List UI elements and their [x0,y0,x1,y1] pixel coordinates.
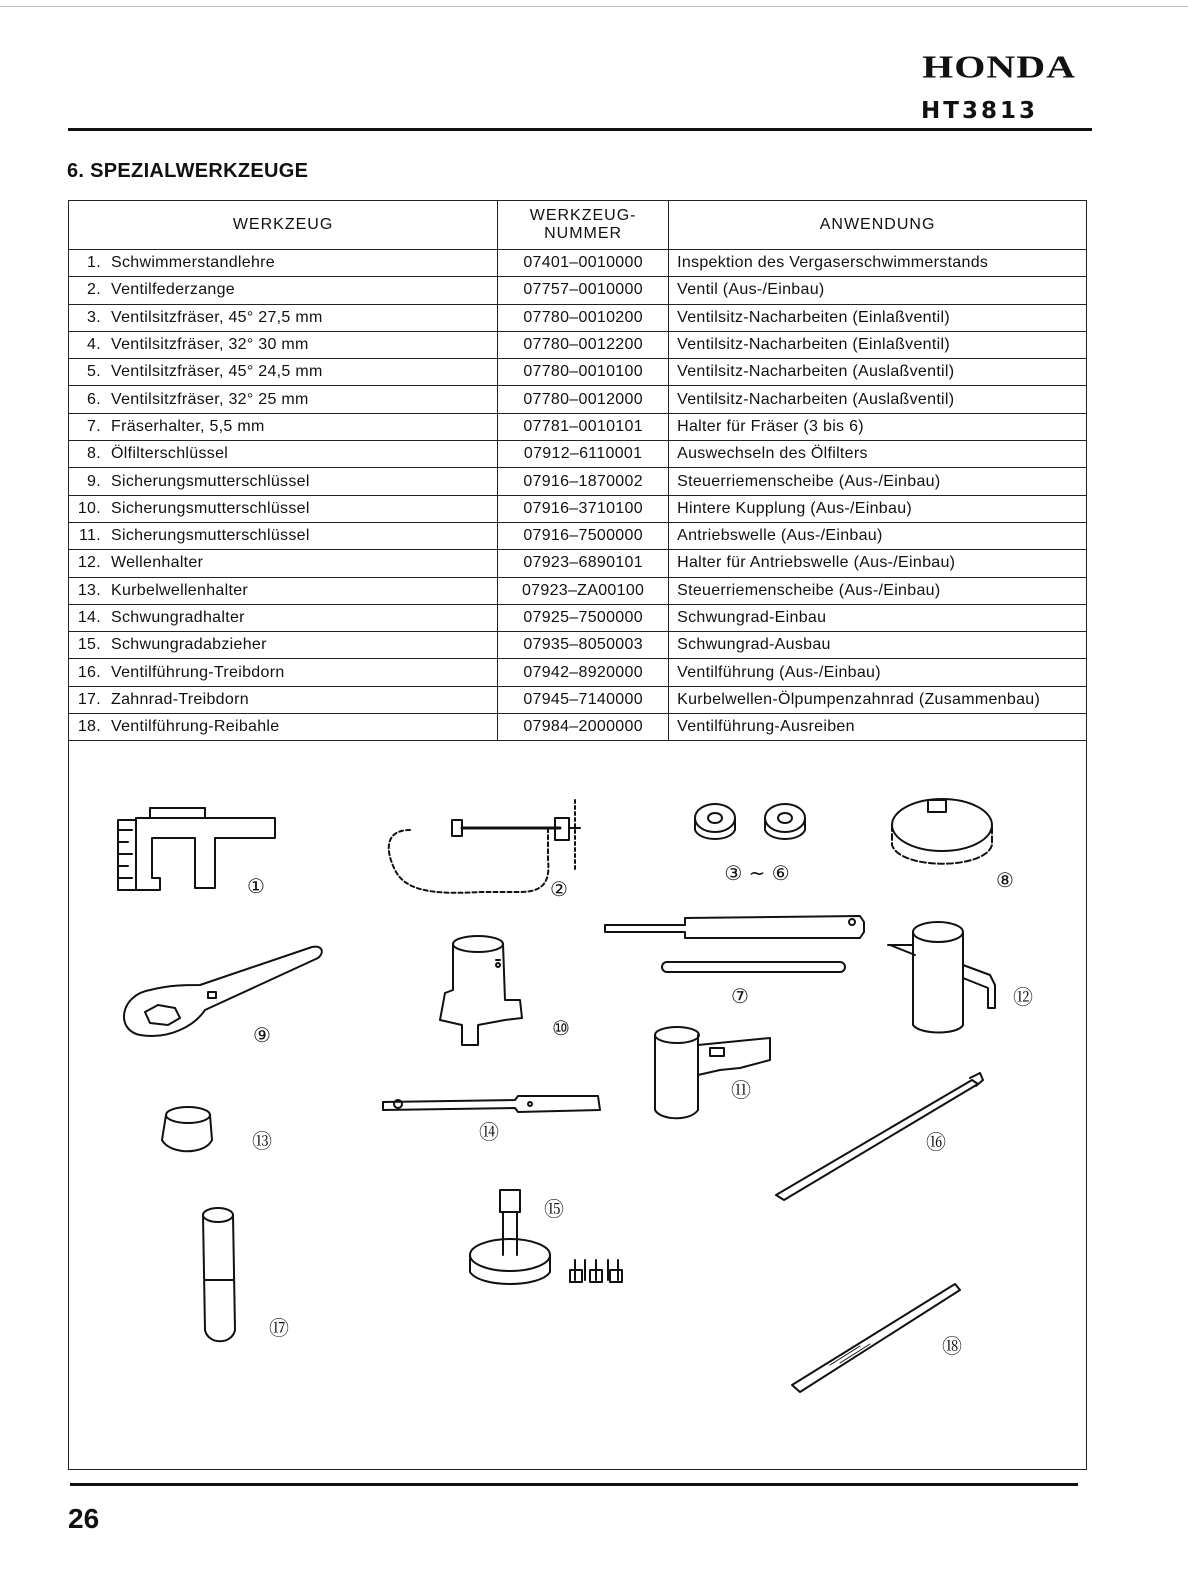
row-number: 12. [69,550,106,577]
tool-name: Ventilführung-Treibdorn [105,659,498,686]
tool-name: Fräserhalter, 5,5 mm [105,413,498,440]
tool-use: Ventilsitz-Nacharbeiten (Einlaßventil) [669,331,1087,358]
callout-14: ⑭ [479,1120,499,1144]
tool-use: Steuerriemenscheibe (Aus-/Einbau) [669,577,1087,604]
row-number: 1. [69,250,106,277]
lock-nut-wrench-9-drawing [124,947,322,1036]
callout-3-6: ③ ~ ⑥ [724,861,790,885]
tool-name: Sicherungsmutterschlüssel [105,522,498,549]
tool-use: Ventilsitz-Nacharbeiten (Einlaßventil) [669,304,1087,331]
callout-12: ⑫ [1013,985,1033,1009]
row-number: 6. [69,386,106,413]
row-number: 7. [69,413,106,440]
part-number: 07757–0010000 [498,277,669,304]
row-number: 13. [69,577,106,604]
tool-use: Ventilsitz-Nacharbeiten (Auslaßventil) [669,359,1087,386]
callout-7: ⑦ [731,984,749,1008]
row-number: 9. [69,468,106,495]
part-number: 07780–0010200 [498,304,669,331]
row-number: 14. [69,604,106,631]
tool-use: Ventilführung (Aus-/Einbau) [669,659,1087,686]
tool-name: Kurbelwellenhalter [105,577,498,604]
tool-name: Ventilsitzfräser, 32° 30 mm [105,331,498,358]
part-number: 07984–2000000 [498,714,669,741]
part-number: 07912–6110001 [498,441,669,468]
part-number: 07923–6890101 [498,550,669,577]
header-use: ANWENDUNG [669,201,1087,250]
part-number: 07935–8050003 [498,632,669,659]
tool-use: Inspektion des Vergaserschwimmerstands [669,250,1087,277]
footer-rule [70,1483,1078,1486]
row-number: 3. [69,304,106,331]
part-number: 07945–7140000 [498,686,669,713]
part-number: 07942–8920000 [498,659,669,686]
part-number: 07780–0012200 [498,331,669,358]
part-number: 07925–7500000 [498,604,669,631]
cutter-holder-drawing [605,916,864,972]
part-number: 07916–3710100 [498,495,669,522]
crankshaft-holder-drawing [162,1107,212,1151]
part-number: 07780–0012000 [498,386,669,413]
tool-name: Ventilfederzange [105,277,498,304]
tool-name: Wellenhalter [105,550,498,577]
tool-use: Halter für Antriebswelle (Aus-/Einbau) [669,550,1087,577]
model-number: HT3813 [921,98,1038,124]
row-number: 17. [69,686,106,713]
row-number: 5. [69,359,106,386]
tool-use: Auswechseln des Ölfilters [669,441,1087,468]
row-number: 11. [69,522,106,549]
part-number: 07916–1870002 [498,468,669,495]
tool-use: Antriebswelle (Aus-/Einbau) [669,522,1087,549]
part-number: 07916–7500000 [498,522,669,549]
row-number: 16. [69,659,106,686]
tool-name: Ventilsitzfräser, 32° 25 mm [105,386,498,413]
tool-use: Hintere Kupplung (Aus-/Einbau) [669,495,1087,522]
tool-name: Ventilsitzfräser, 45° 24,5 mm [105,359,498,386]
lock-nut-wrench-10-drawing [440,936,522,1045]
lock-nut-wrench-11-drawing [655,1027,770,1118]
header-tool: WERKZEUG [69,201,498,250]
callout-1: ① [247,874,265,898]
tool-use: Schwungrad-Ausbau [669,632,1087,659]
callout-9: ⑨ [253,1023,271,1047]
page-number: 26 [68,1503,100,1534]
part-number: 07401–0010000 [498,250,669,277]
row-number: 8. [69,441,106,468]
tool-use: Ventilführung-Ausreiben [669,714,1087,741]
tool-use: Halter für Fräser (3 bis 6) [669,413,1087,440]
flywheel-holder-drawing [383,1096,600,1112]
tool-name: Sicherungsmutterschlüssel [105,495,498,522]
oil-filter-wrench-drawing [892,799,992,864]
part-number: 07923–ZA00100 [498,577,669,604]
tool-name: Schwimmerstandlehre [105,250,498,277]
part-number: 07781–0010101 [498,413,669,440]
row-number: 4. [69,331,106,358]
callout-18: ⑱ [942,1334,962,1358]
callout-8: ⑧ [996,868,1014,892]
tool-use: Kurbelwellen-Ölpumpenzahnrad (Zusammenbau) [669,686,1087,713]
tool-name: Ölfilterschlüssel [105,441,498,468]
callout-13: ⑬ [252,1129,272,1153]
valve-guide-driver-drawing [776,1073,983,1200]
tool-name: Zahnrad-Treibdorn [105,686,498,713]
section-title: 6. SPEZIALWERKZEUGE [67,160,309,182]
tool-name: Ventilführung-Reibahle [105,714,498,741]
tool-name: Schwungradabzieher [105,632,498,659]
row-number: 18. [69,714,106,741]
callout-10: ⑩ [552,1016,570,1040]
gear-driver-drawing [203,1208,235,1341]
tool-use: Steuerriemenscheibe (Aus-/Einbau) [669,468,1087,495]
part-number: 07780–0010100 [498,359,669,386]
callout-17: ⑰ [269,1316,289,1340]
valve-guide-reamer-drawing [792,1284,960,1392]
valve-seat-cutters-drawing [695,804,805,839]
tool-name: Sicherungsmutterschlüssel [105,468,498,495]
row-number: 2. [69,277,106,304]
callout-15: ⑮ [544,1197,564,1221]
tool-name: Ventilsitzfräser, 45° 27,5 mm [105,304,498,331]
shaft-holder-drawing [888,922,995,1033]
header-part-line1: WERKZEUG- [529,207,637,224]
callout-16: ⑯ [926,1130,946,1154]
tool-use: Ventil (Aus-/Einbau) [669,277,1087,304]
row-number: 10. [69,495,106,522]
brand-logo: HONDA [922,48,1076,85]
tool-use: Schwungrad-Einbau [669,604,1087,631]
tool-name: Schwungradhalter [105,604,498,631]
tool-use: Ventilsitz-Nacharbeiten (Auslaßventil) [669,386,1087,413]
callout-2: ② [550,877,568,901]
header-part-line2: NUMMER [544,225,623,242]
callout-11: ⑪ [731,1078,751,1102]
row-number: 15. [69,632,106,659]
